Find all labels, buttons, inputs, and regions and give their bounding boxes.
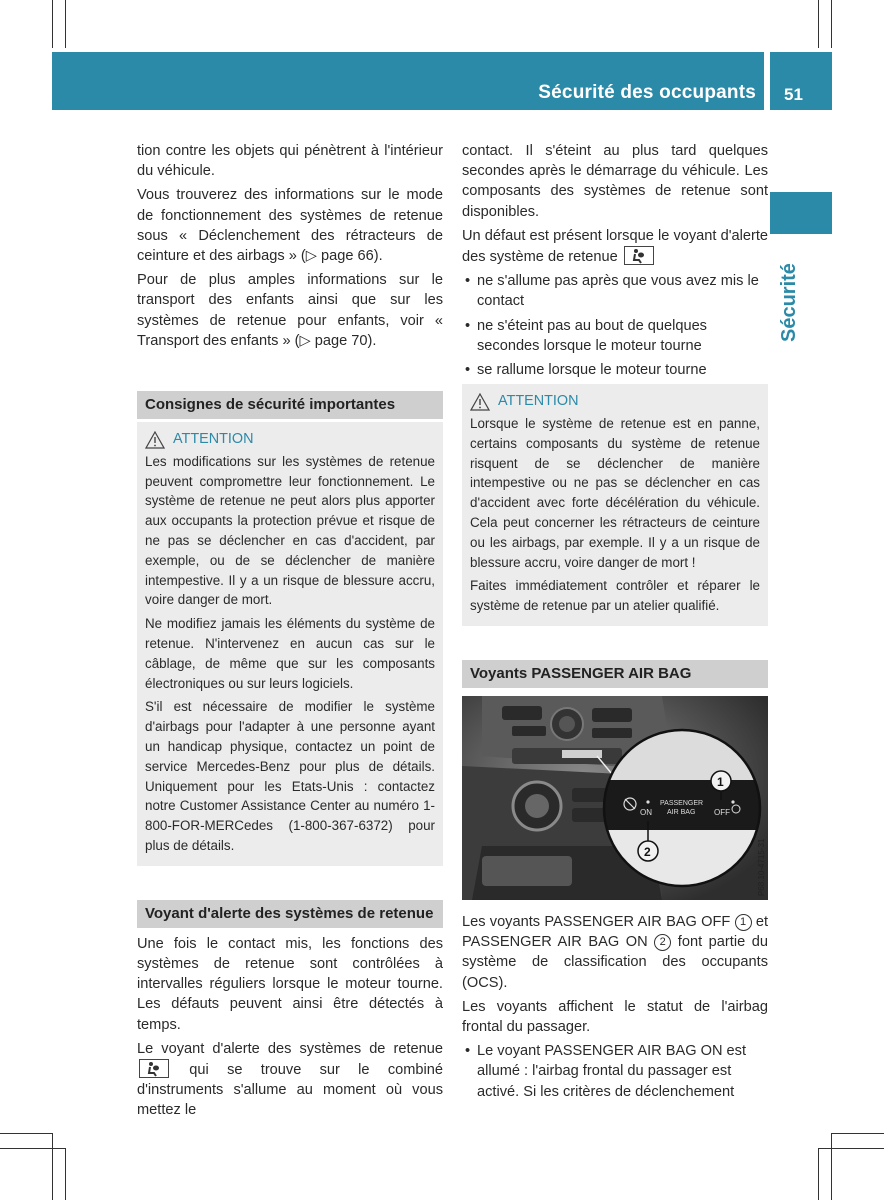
side-tab-block <box>770 192 832 234</box>
off-label: OFF <box>714 808 730 817</box>
side-tab-label: Sécurité <box>778 263 800 342</box>
crop-mark <box>0 1148 65 1149</box>
paragraph: Les voyants PASSENGER AIR BAG OFF 1 et PASSENGER AIR BAG ON 2 font partie du système de classification des occupants (OCS). <box>462 914 768 991</box>
panel-label-line1: PASSENGER <box>660 800 704 807</box>
callout-ref-1: 1 <box>735 914 752 931</box>
callout-ref-2: 2 <box>654 934 671 951</box>
warning-title <box>470 392 760 412</box>
paragraph: Une fois le contact mis, les fonctions des systèmes de retenue sont contrôlées à intervalles réguliers lorsque le moteur tourne. Les défauts peuvent ainsi être détectés à temps. <box>137 935 443 1033</box>
list-item: • Le voyant PASSENGER AIR BAG ON est allumé : l'airbag frontal du passager est activé. Si les critères de déclenchement <box>462 1041 768 1102</box>
page-number: 51 <box>784 85 803 104</box>
warning-paragraph: Les modifications sur les systèmes de retenue peuvent compromettre leur fonctionnement. Le système de retenue ne peut alors plus apporter aux occupants la protection prévue et risque de ne pas se déclencher en cas d'accident, par exemple, ou de se déclencher de manière intempestive. Il y a un risque de blessure accru, voire danger de mort. <box>145 453 435 608</box>
warning-title <box>145 430 435 450</box>
warning-triangle-icon <box>470 393 490 411</box>
warning-paragraph: Lorsque le système de retenue est en panne, certains composants du système de retenue risquent de se déclencher de manière intempestive ou ne pas se déclencher en cas d'accident avec forte décélération du véhicule. Cela peut concerner les rétracteurs de ceinture ou les airbags, par exemple. Il y a un risque de blessure accru, voire danger de mort ! <box>470 416 760 570</box>
panel-label-line2: AIR BAG <box>667 809 696 816</box>
airbag-warning-icon <box>139 1059 169 1078</box>
dashboard-illustration <box>462 696 768 900</box>
crop-mark <box>818 1148 884 1149</box>
right-column <box>462 141 768 1106</box>
paragraph: Le voyant d'alerte des systèmes de retenue qui se trouve sur le combiné d'instruments s'allume au moment où vous mettez le <box>137 1040 443 1119</box>
paragraph: contact. Il s'éteint au plus tard quelques secondes après le démarrage du véhicule. Les composants des systèmes de retenue sont disponibles. <box>462 143 768 220</box>
paragraph: tion contre les objets qui pénètrent à l'intérieur du véhicule. <box>137 143 443 180</box>
list-item: • se rallume lorsque le moteur tourne <box>462 360 768 380</box>
reference-code: P68.10-4715-31 <box>757 838 766 896</box>
crop-mark <box>818 0 819 48</box>
chapter-title: Sécurité des occupants <box>538 82 756 103</box>
airbag-warning-icon <box>624 246 654 265</box>
warning-paragraph: Faites immédiatement contrôler et réparer le système de retenue par un atelier qualifié. <box>470 578 760 614</box>
crop-mark <box>831 1133 884 1134</box>
warning-box <box>462 384 768 626</box>
callout-1: 1 <box>717 775 724 789</box>
section-heading: Voyant d'alerte des systèmes de retenue <box>137 900 443 928</box>
crop-mark <box>831 0 832 48</box>
paragraph: Vous trouverez des informations sur le mode de fonctionnement des systèmes de retenue sous « Déclenchement des rétracteurs de ceinture et des airbags » (▷ page 66). <box>137 187 443 265</box>
list-item: • ne s'allume pas après que vous avez mis le contact <box>462 271 768 311</box>
dashboard-photo <box>462 696 768 900</box>
warning-box <box>137 422 443 866</box>
crop-mark <box>831 1133 832 1200</box>
crop-mark <box>65 1148 66 1200</box>
left-column <box>137 141 443 1125</box>
warning-label: ATTENTION <box>498 393 579 410</box>
paragraph: Pour de plus amples informations sur le transport des enfants ainsi que sur les systèmes de retenue pour enfants, voir « Transport des enfants » (▷ page 70). <box>137 272 443 349</box>
on-label: ON <box>640 808 652 817</box>
crop-mark <box>0 1133 52 1134</box>
paragraph: Un défaut est présent lorsque le voyant d'alerte des système de retenue <box>462 227 768 266</box>
section-heading: Consignes de sécurité importantes <box>137 391 443 419</box>
crop-mark <box>65 0 66 48</box>
paragraph: Les voyants affichent le statut de l'airbag frontal du passager. <box>462 998 768 1036</box>
page-number-box <box>770 52 832 110</box>
warning-label: ATTENTION <box>173 431 254 448</box>
warning-triangle-icon <box>145 431 165 449</box>
callout-2: 2 <box>644 845 651 859</box>
warning-paragraph: Ne modifiez jamais les éléments du système de retenue. N'intervenez en aucun cas sur le câblage, de même que sur les composants électroniques ou sur leurs logiciels. <box>145 616 435 691</box>
crop-mark <box>52 0 53 48</box>
section-heading: Voyants PASSENGER AIR BAG <box>462 660 768 688</box>
crop-mark <box>52 1133 53 1200</box>
crop-mark <box>818 1148 819 1200</box>
list-item: • ne s'éteint pas au bout de quelques secondes lorsque le moteur tourne <box>462 316 768 356</box>
warning-paragraph: S'il est nécessaire de modifier le système d'airbags pour l'adapter à une personne ayant un handicap physique, contactez un point de service Mercedes-Benz pour plus de détails. Uniquement pour les Etats-Unis : contactez notre Customer Assistance Center au numéro 1-800-FOR-MERCedes (1-800-367-6372) pour plus de détails. <box>145 699 435 853</box>
header-bar <box>52 52 764 110</box>
